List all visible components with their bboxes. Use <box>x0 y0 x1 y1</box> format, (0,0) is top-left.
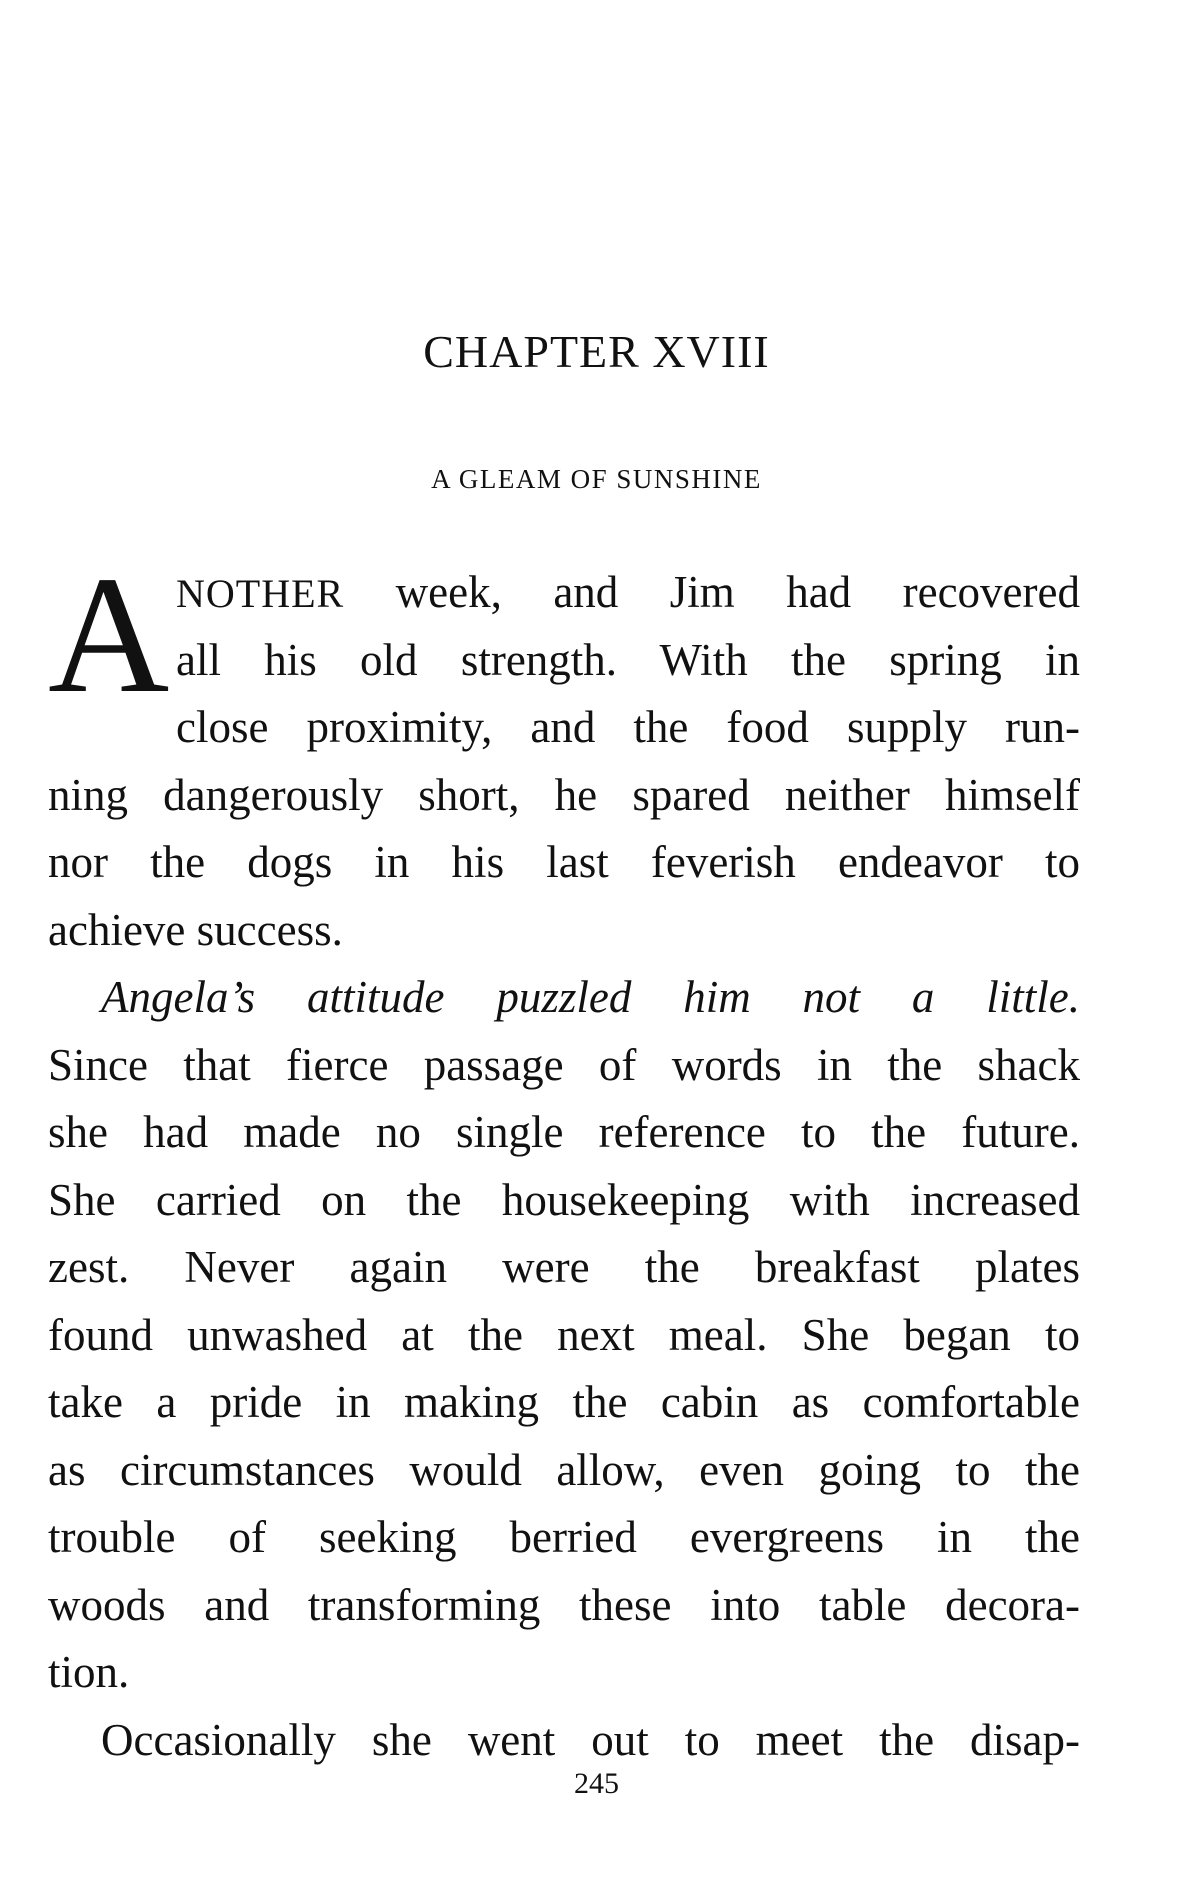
paragraph-2-line-2: Since that fierce passage of words in the shack <box>48 1039 1080 1090</box>
paragraph-2-line-4: She carried on the housekeeping with increased <box>48 1174 1080 1225</box>
paragraph-2-line-6: found unwashed at the next meal. She began to <box>48 1309 1080 1360</box>
paragraph-2-line-5: zest. Never again were the breakfast plates <box>48 1242 1080 1292</box>
paragraph-2-line-10: woods and transforming these into table decora- <box>48 1579 1080 1630</box>
drop-cap: A <box>48 542 170 728</box>
paragraph-2-line-3: she had made no single reference to the future. <box>48 1107 1080 1157</box>
chapter-title: CHAPTER XVIII <box>423 326 770 377</box>
paragraph-1-line-1-text: week, and Jim had recovered <box>395 567 1080 617</box>
paragraph-2-line-9: trouble of seeking berried evergreens in the <box>48 1512 1080 1562</box>
paragraph-1-line-1 <box>48 559 1080 627</box>
body-text <box>48 542 1080 1774</box>
paragraph-2-line-1: Angela’s attitude puzzled him not a little. <box>101 972 1080 1022</box>
opening-word-rest: NOTHER <box>176 571 345 616</box>
paragraph-1-line-5: nor the dogs in his last feverish endeavor to <box>48 837 1080 887</box>
paragraph-2-line-11: tion. <box>48 1647 130 1697</box>
paragraph-1-line-2: all his old strength. With the spring in <box>176 634 1080 685</box>
paragraph-3-line-1: Occasionally she went out to meet the disap- <box>101 1714 1080 1765</box>
paragraph-2-line-8: as circumstances would allow, even going to the <box>48 1444 1080 1495</box>
paragraph-1-line-3: close proximity, and the food supply run- <box>176 702 1080 752</box>
paragraph-1-line-6: achieve success. <box>48 904 343 955</box>
paragraph-1-line-4: ning dangerously short, he spared neither himself <box>48 769 1080 820</box>
chapter-subtitle: A GLEAM OF SUNSHINE <box>431 464 762 494</box>
page-number: 245 <box>574 1767 619 1800</box>
paragraph-2-line-7: take a pride in making the cabin as comfortable <box>48 1377 1080 1427</box>
